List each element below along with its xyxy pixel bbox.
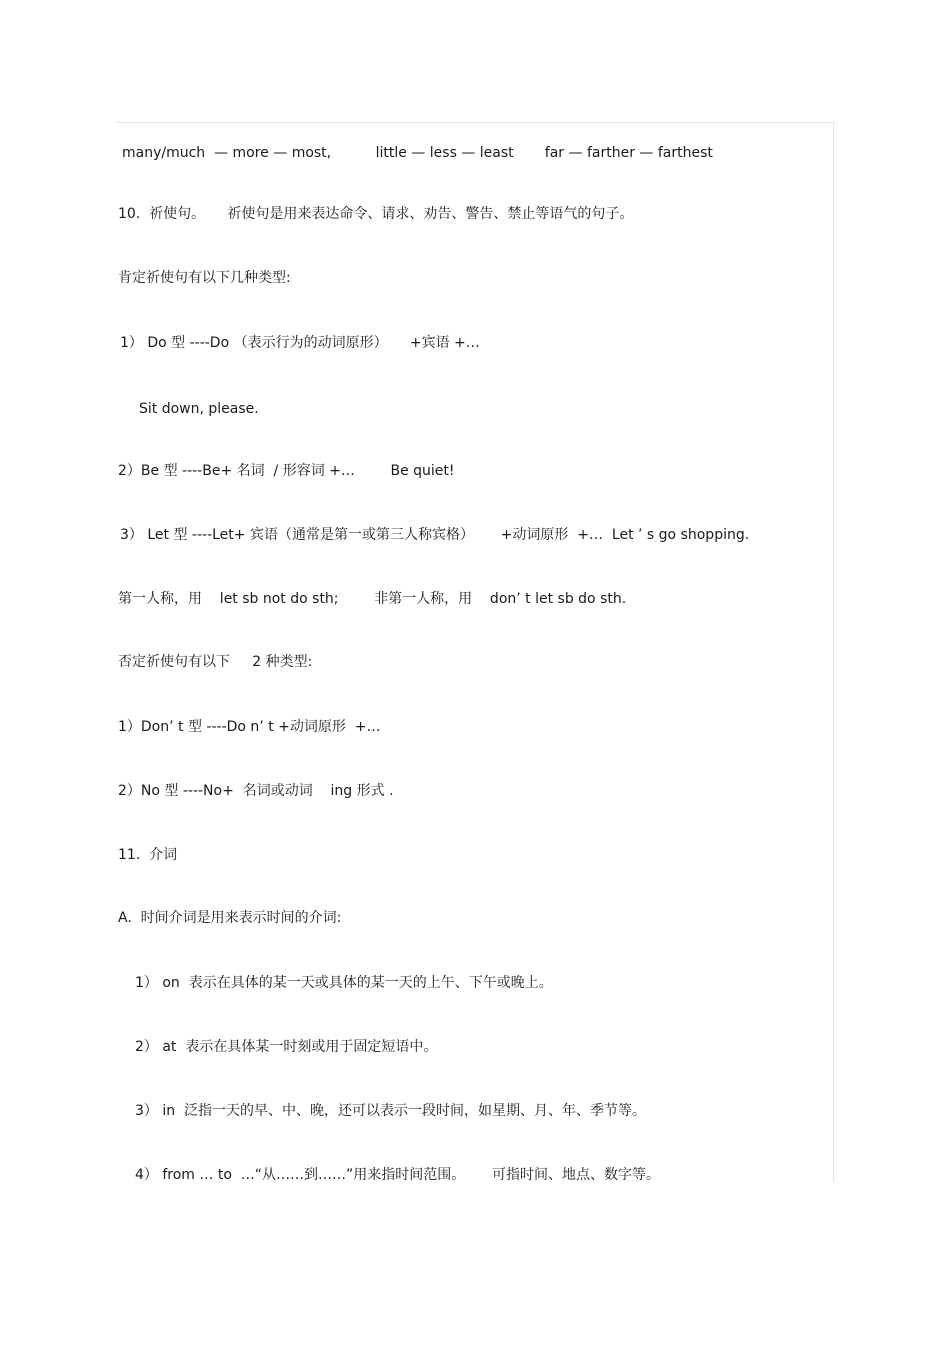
section-10-heading: 10. 祈使句。 祈使句是用来表达命令、请求、劝告、警告、禁止等语气的句子。 xyxy=(118,206,634,222)
affirmative-imperative-intro: 肯定祈使句有以下几种类型: xyxy=(118,270,291,286)
negative-imperative-intro: 否定祈使句有以下 2 种类型: xyxy=(118,654,313,670)
do-type-rule: 1） Do 型 ----Do （表示行为的动词原形） +宾语 +… xyxy=(120,335,480,351)
comparative-forms-line: many/much — more — most, little — less — least far — farther — farthest xyxy=(122,145,713,161)
on-preposition-rule: 1） on 表示在具体的某一天或具体的某一天的上午、下午或晚上。 xyxy=(135,975,553,991)
dont-type-rule: 1）Don’ t 型 ----Do n’ t +动词原形 +… xyxy=(118,719,381,735)
time-prepositions-intro: A. 时间介词是用来表示时间的介词: xyxy=(118,910,342,926)
be-type-rule: 2）Be 型 ----Be+ 名词 / 形容词 +… Be quiet! xyxy=(118,463,455,479)
from-to-preposition-rule: 4） from … to …“从……到……”用来指时间范围。 可指时间、地点、数字等。 xyxy=(135,1167,660,1183)
let-negative-note: 第一人称，用 let sb not do sth; 非第一人称，用 don’ t let sb do sth. xyxy=(118,591,627,607)
let-type-rule: 3） Let 型 ----Let+ 宾语（通常是第一或第三人称宾格） +动词原形 +… Let ’ s go shopping. xyxy=(120,527,750,543)
at-preposition-rule: 2） at 表示在具体某一时刻或用于固定短语中。 xyxy=(135,1039,438,1055)
section-11-heading: 11. 介词 xyxy=(118,847,178,863)
do-type-example: Sit down, please. xyxy=(139,401,259,417)
page-frame-right-border xyxy=(833,122,834,1182)
page-frame-top-border xyxy=(116,122,834,123)
no-type-rule: 2）No 型 ----No+ 名词或动词 ing 形式 . xyxy=(118,783,394,799)
in-preposition-rule: 3） in 泛指一天的早、中、晚，还可以表示一段时间，如星期、月、年、季节等。 xyxy=(135,1103,647,1119)
